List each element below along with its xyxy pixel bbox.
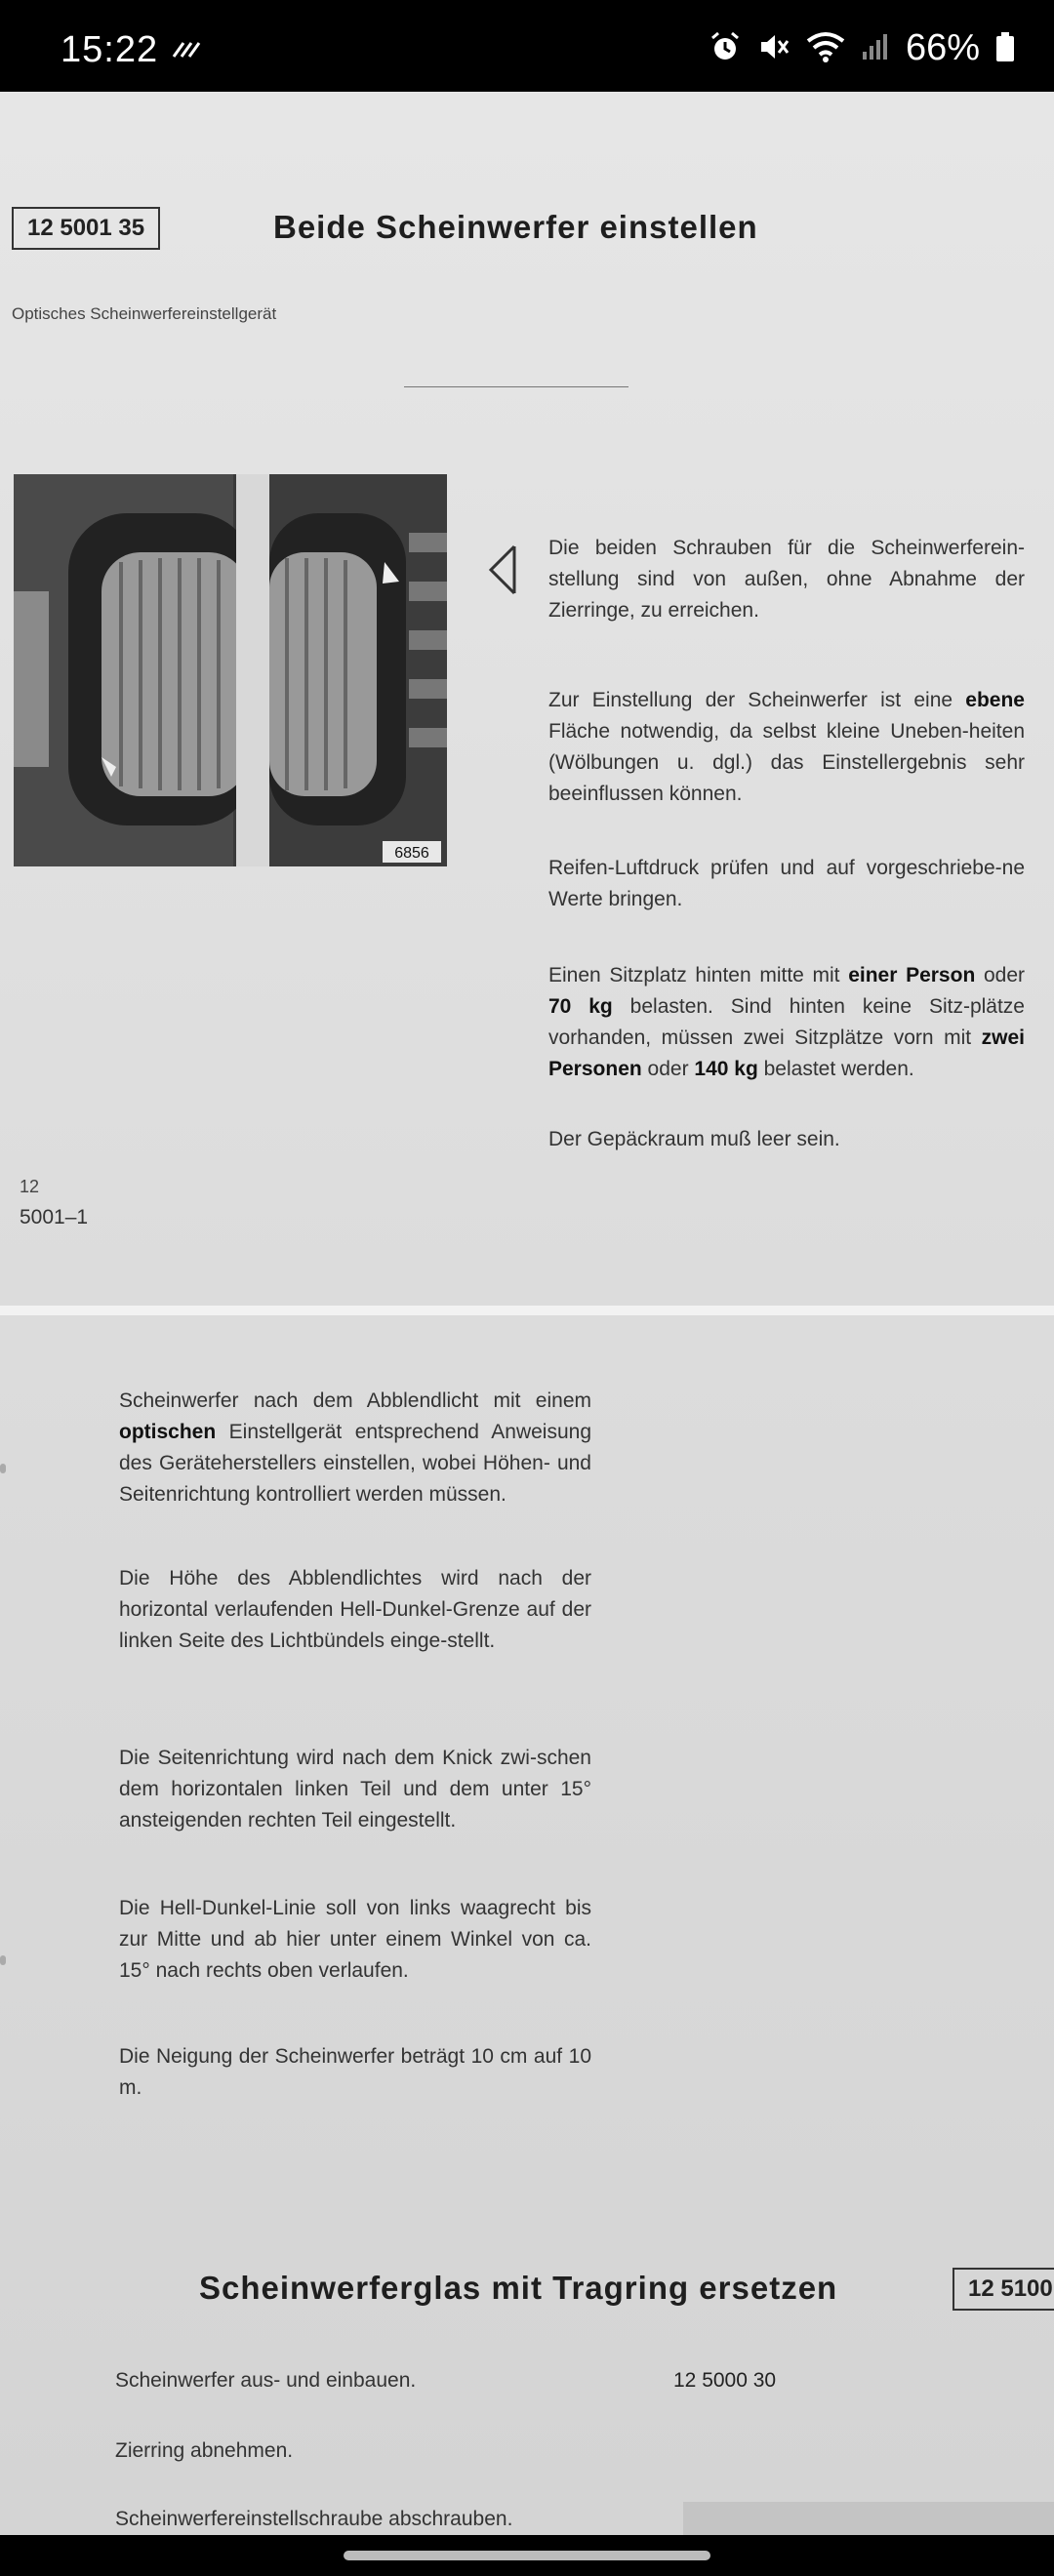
paragraph-inclination: Die Neigung der Scheinwerfer beträgt 10 cm auf 10 m. [119, 2045, 591, 2099]
wifi-icon [806, 31, 845, 66]
operation-code: 12 5001 35 [12, 207, 160, 250]
scan-mark [0, 1955, 6, 1965]
mute-icon [757, 30, 790, 67]
paragraph-trunk: Der Gepäckraum muß leer sein. [548, 1128, 840, 1150]
headlight-photo [14, 474, 447, 866]
battery-percentage: 66% [905, 27, 980, 68]
step-3: Scheinwerfereinstellschraube abschrauben. [115, 2508, 513, 2530]
page-reference: 5001–1 [20, 1206, 89, 1228]
page-number: 12 [20, 1177, 40, 1196]
paragraph-height: Die Höhe des Abblendlichtes wird nach der horizontal verlaufenden Hell-Dunkel-Grenze auf der linken Seite des Lichtbündels einge-stellt. [119, 1567, 591, 1652]
photo-number: 6856 [394, 845, 429, 862]
pointer-triangle-icon [488, 544, 517, 600]
divider [404, 386, 628, 387]
data-transfer-icon [172, 39, 201, 64]
paragraph-optical-device: Scheinwerfer nach dem Abblendlicht mit einem optischen Einstellgerät entsprechend Anweisung des Geräteherstellers einstellen, wobei Höhen- und Seitenrichtung kontrolliert werden müssen. [119, 1389, 591, 1506]
paragraph-screws: Die beiden Schrauben für die Scheinwerferein-stellung sind von außen, ohne Abnahme der Zierringe, zu erreichen. [548, 537, 1025, 622]
page-title: Beide Scheinwerfer einstellen [273, 209, 758, 245]
document-page-1[interactable] [0, 92, 1054, 1306]
step-2: Zierring abnehmen. [115, 2439, 294, 2462]
signal-icon [861, 32, 890, 65]
paragraph-load: Einen Sitzplatz hinten mitte mit einer Person oder 70 kg belasten. Sind hinten keine Sitz-plätze vorhanden, müssen zwei Sitzplätze vorn mit zwei Personen oder 140 kg belastet werden. [548, 964, 1025, 1080]
tool-label: Optisches Scheinwerfereinstellgerät [12, 304, 277, 323]
navigation-bar [0, 2535, 1054, 2576]
paragraph-side-direction: Die Seitenrichtung wird nach dem Knick zwi-schen dem horizontalen linken Teil und dem unter 15° ansteigenden rechten Teil eingestellt. [119, 1747, 591, 1831]
battery-icon [995, 31, 1015, 66]
document-page-2[interactable] [0, 1315, 1054, 2535]
scan-mark [0, 1464, 6, 1473]
step-1: Scheinwerfer aus- und einbauen. [115, 2369, 417, 2392]
home-gesture-handle[interactable] [344, 2551, 710, 2560]
clock: 15:22 [61, 29, 159, 70]
figure-fragment [683, 2502, 1054, 2535]
section-title: Scheinwerferglas mit Tragring ersetzen [199, 2270, 838, 2306]
paragraph-tire-pressure: Reifen-Luftdruck prüfen und auf vorgeschriebe-ne Werte bringen. [548, 857, 1025, 910]
status-bar [0, 0, 1054, 92]
page-separator [0, 1306, 1054, 1315]
alarm-icon [709, 30, 742, 67]
paragraph-light-line: Die Hell-Dunkel-Linie soll von links waagrecht bis zur Mitte und ab hier unter einem Winkel von ca. 15° nach rechts oben verlaufen. [119, 1897, 591, 1982]
step-reference: 12 5000 30 [673, 2369, 777, 2392]
section-code: 12 5100 [953, 2268, 1054, 2311]
paragraph-surface: Zur Einstellung der Scheinwerfer ist eine ebene Fläche notwendig, da selbst kleine Uneben-heiten (Wölbungen u. dgl.) das Einstellergebnis sehr beeinflussen können. [548, 689, 1025, 805]
